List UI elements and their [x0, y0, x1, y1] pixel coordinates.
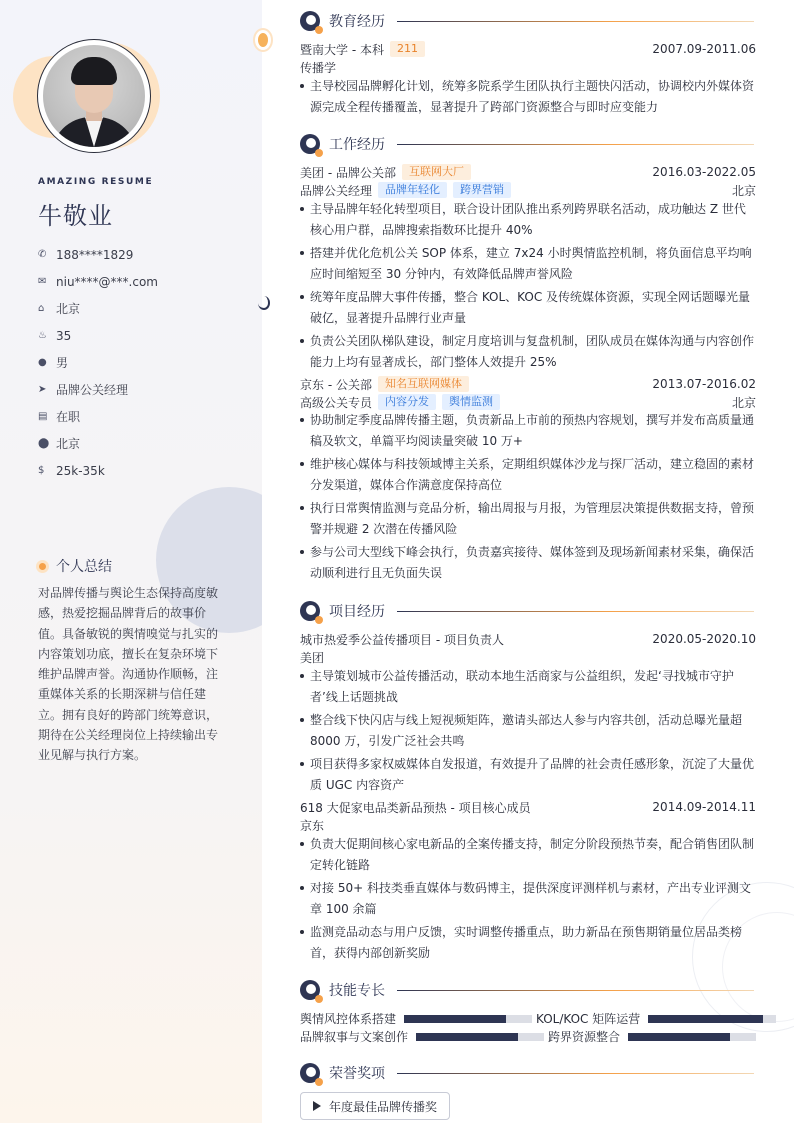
info-text: 男 — [56, 356, 69, 370]
play-icon — [313, 1101, 321, 1111]
info-residence — [38, 295, 158, 322]
skill-name: KOL/KOC 矩阵运营 — [536, 1012, 641, 1026]
job-bullets — [300, 410, 756, 586]
section-work-header — [300, 134, 754, 154]
home-icon: ⌂ — [38, 303, 45, 314]
section-bullet-icon — [300, 1063, 320, 1083]
skill-item — [548, 1028, 756, 1045]
project-org: 美团 — [300, 650, 325, 665]
birthday-cake-icon: ♨ — [38, 330, 47, 341]
skill-item — [300, 1010, 532, 1027]
project-period: 2014.09-2014.11 — [652, 800, 756, 814]
section-divider — [397, 990, 754, 991]
role-tag: 跨界营销 — [453, 182, 511, 198]
salary-icon: $ — [38, 465, 45, 476]
project-name: 618 大促家电品类新品预热 - 项目核心成员 — [300, 800, 531, 815]
skill-fill — [416, 1033, 518, 1041]
skill-bar — [416, 1033, 544, 1041]
location-pin-icon: ⬤ — [38, 438, 50, 449]
info-text: 25k-35k — [56, 463, 105, 478]
section-title: 技能专长 — [329, 983, 385, 999]
company-tag: 知名互联网媒体 — [378, 376, 469, 392]
major: 传播学 — [300, 60, 337, 75]
education-row — [300, 40, 756, 58]
job-header-row — [300, 375, 756, 393]
section-title: 教育经历 — [329, 14, 385, 30]
section-projects-header — [300, 601, 754, 621]
section-education-header — [300, 11, 754, 31]
section-bullet-icon — [300, 601, 320, 621]
project-period: 2020.05-2020.10 — [652, 632, 756, 646]
section-awards-header — [300, 1063, 754, 1083]
company-tag: 互联网大厂 — [402, 164, 471, 180]
award-badge — [300, 1092, 450, 1120]
info-text: 188****1829 — [56, 247, 134, 262]
school-tag: 211 — [390, 41, 425, 57]
info-salary — [38, 457, 158, 484]
job-period: 2013.07-2016.02 — [652, 377, 756, 391]
job-period: 2016.03-2022.05 — [652, 165, 756, 179]
education-period: 2007.09-2011.06 — [652, 42, 756, 56]
list-item: 主导校园品牌孵化计划，统筹多院系学生团队执行主题快闪活动，协调校内外媒体资源完成全程传播覆盖，显著提升了跨部门资源整合与即时应变能力 — [300, 76, 756, 117]
gender-icon: ● — [38, 357, 47, 368]
list-item: 负责大促期间核心家电新品的全案传播支持，制定分阶段预热节奏，配合销售团队制定转化链路 — [300, 834, 756, 875]
list-item: 主导策划城市公益传播活动，联动本地生活商家与公益组织，发起‘寻找城市守护者’线上话题挑战 — [300, 666, 756, 707]
job-role: 高级公关专员 — [300, 395, 373, 410]
info-text: 在职 — [56, 410, 81, 424]
list-item: 统筹年度品牌大事件传播，整合 KOL、KOC 及传统媒体资源，实现全网话题曝光量破亿，显著提升品牌行业声量 — [300, 287, 756, 328]
job-role-row — [300, 393, 756, 411]
list-item: 项目获得多家权威媒体自发报道，有效提升了品牌的社会责任感形象，沉淀了大量优质 UGC 内容资产 — [300, 754, 756, 795]
skill-bar — [404, 1015, 532, 1023]
list-item: 维护核心媒体与科技领域博主关系，定期组织媒体沙龙与探厂活动，建立稳固的素材分发渠道，媒体合作满意度保持高位 — [300, 454, 756, 495]
section-bullet-icon — [300, 980, 320, 1000]
education-major-row — [300, 58, 756, 76]
project-header-row — [300, 798, 756, 816]
education-bullets — [300, 76, 756, 120]
skill-item — [536, 1010, 776, 1027]
list-item: 监测竞品动态与用户反馈，实时调整传播重点，助力新品在预售期销量位居品类榜首，获得内部创新奖励 — [300, 922, 756, 963]
role-tag: 品牌年轻化 — [378, 182, 447, 198]
mail-icon: ✉ — [38, 276, 47, 287]
skill-fill — [648, 1015, 763, 1023]
phone-icon: ✆ — [38, 249, 47, 260]
section-title: 荣誉奖项 — [329, 1066, 385, 1082]
section-skills-header — [300, 980, 754, 1000]
section-bullet-icon — [300, 134, 320, 154]
info-text: 品牌公关经理 — [56, 383, 129, 397]
list-item: 协助制定季度品牌传播主题，负责新品上市前的预热内容规划，撰写并发布高质量通稿及软文，单篇平均阅读量突破 10 万+ — [300, 410, 756, 451]
project-org: 京东 — [300, 818, 325, 833]
skill-bar — [648, 1015, 776, 1023]
project-header-row — [300, 630, 756, 648]
award-name: 年度最佳品牌传播奖 — [329, 1099, 438, 1114]
summary-header — [36, 556, 112, 576]
skill-fill — [404, 1015, 506, 1023]
job-bullets — [300, 199, 756, 375]
list-item: 对接 50+ 科技类垂直媒体与数码博主，提供深度评测样机与素材，产出专业评测文章 100 余篇 — [300, 878, 756, 919]
project-bullets — [300, 666, 756, 798]
skill-name: 舆情风控体系搭建 — [300, 1012, 397, 1026]
contact-info-list — [38, 241, 158, 484]
skill-name: 跨界资源整合 — [548, 1030, 621, 1044]
section-bullet-icon — [300, 11, 320, 31]
skill-item — [300, 1028, 544, 1045]
info-target-city — [38, 430, 158, 457]
avatar — [43, 45, 145, 147]
skill-fill — [628, 1033, 730, 1041]
section-divider — [397, 144, 754, 145]
decorative-dot — [255, 30, 271, 50]
summary-title: 个人总结 — [56, 559, 112, 575]
role-tag: 内容分发 — [378, 394, 436, 410]
section-divider — [397, 21, 754, 22]
candidate-name: 牛敬业 — [38, 202, 113, 230]
info-phone — [38, 241, 158, 268]
skill-name: 品牌叙事与文案创作 — [300, 1030, 409, 1044]
project-org-row — [300, 816, 756, 834]
info-text: niu****@***.com — [56, 274, 158, 289]
sidebar — [0, 0, 262, 1123]
list-item: 主导品牌年轻化转型项目，联合设计团队推出系列跨界联名活动，成功触达 Z 世代核心用户群，品牌搜索指数环比提升 40% — [300, 199, 756, 240]
section-title: 项目经历 — [329, 604, 385, 620]
job-city: 北京 — [731, 183, 756, 198]
job-company: 京东 - 公关部 — [300, 377, 372, 392]
info-text: 35 — [56, 328, 72, 343]
project-bullets — [300, 834, 756, 966]
decorative-arc — [258, 296, 270, 310]
project-name: 城市热爱季公益传播项目 - 项目负责人 — [300, 632, 504, 647]
resume-tagline: AMAZING RESUME — [38, 177, 154, 187]
section-title: 工作经历 — [329, 137, 385, 153]
job-role-row — [300, 181, 756, 199]
info-text: 北京 — [56, 302, 81, 316]
info-target-position — [38, 376, 158, 403]
job-city: 北京 — [731, 395, 756, 410]
info-age — [38, 322, 158, 349]
skill-bar — [628, 1033, 756, 1041]
summary-dot-icon — [36, 560, 49, 573]
info-email — [38, 268, 158, 295]
briefcase-icon: ▤ — [38, 411, 48, 422]
job-role: 品牌公关经理 — [300, 183, 373, 198]
job-header-row — [300, 163, 756, 181]
section-divider — [397, 1073, 754, 1074]
section-divider — [397, 611, 754, 612]
role-tag: 舆情监测 — [442, 394, 500, 410]
list-item: 负责公关团队梯队建设，制定月度培训与复盘机制，团队成员在媒体沟通与内容创作能力上均有显著成长，部门整体人效提升 25% — [300, 331, 756, 372]
project-org-row — [300, 648, 756, 666]
info-gender — [38, 349, 158, 376]
job-company: 美团 - 品牌公关部 — [300, 165, 396, 180]
summary-text: 对品牌传播与舆论生态保持高度敏感，热爱挖掘品牌背后的故事价值。具备敏锐的舆情嗅觉与扎实的内容策划功底，擅长在复杂环境下维护品牌声誉。沟通协作顺畅，注重媒体关系的长期深耕与信任建立。拥有良好的跨部门统筹意识，期待在公关经理岗位上持续输出专业见解与执行方案。 — [38, 586, 219, 763]
school-name: 暨南大学 - 本科 — [300, 42, 384, 57]
info-text: 北京 — [56, 437, 81, 451]
list-item: 搭建并优化危机公关 SOP 体系，建立 7x24 小时舆情监控机制，将负面信息平均响应时间缩短至 30 分钟内，有效降低品牌声誉风险 — [300, 243, 756, 284]
send-icon: ➤ — [38, 384, 47, 395]
list-item: 整合线下快闪店与线上短视频矩阵，邀请头部达人参与内容共创，活动总曝光量超 8000 万，引发广泛社会共鸣 — [300, 710, 756, 751]
list-item: 参与公司大型线下峰会执行，负责嘉宾接待、媒体签到及现场新闻素材采集，确保活动顺利进行且无负面失误 — [300, 542, 756, 583]
list-item: 执行日常舆情监测与竞品分析，输出周报与月报，为管理层决策提供数据支持，曾预警并规避 2 次潜在传播风险 — [300, 498, 756, 539]
info-job-status — [38, 403, 158, 430]
